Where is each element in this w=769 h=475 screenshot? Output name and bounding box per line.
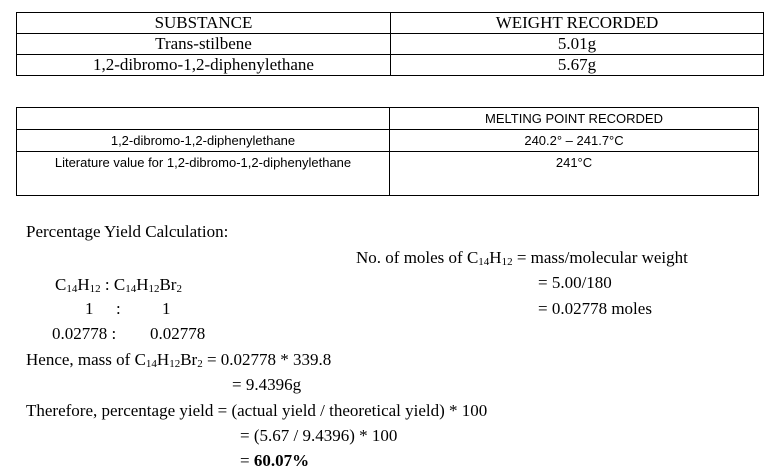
yield-value: 60.07% xyxy=(253,451,310,470)
weight-table xyxy=(16,12,764,76)
yield-substitution: = (5.67 / 9.4396) * 100 xyxy=(240,426,398,445)
table-header-row xyxy=(17,108,759,130)
melting-point-table xyxy=(16,107,759,196)
weight-cell: 5.67g xyxy=(391,55,764,76)
moles-substitution: = 5.00/180 xyxy=(538,273,612,292)
yield-result: = 60.07% xyxy=(240,451,310,470)
header-empty xyxy=(17,108,390,130)
table-row xyxy=(17,55,764,76)
mole-ratio-a: 1 xyxy=(85,299,94,318)
moles-value-b: 0.02778 xyxy=(150,324,206,343)
header-melting-point: MELTING POINT RECORDED xyxy=(390,108,759,130)
moles-result: = 0.02778 moles xyxy=(538,299,652,318)
table-header-row xyxy=(17,13,764,34)
substance-cell: 1,2-dibromo-1,2-diphenylethane xyxy=(17,55,391,76)
mole-ratio-b: 1 xyxy=(162,299,171,318)
mole-ratio-formula: $C_{14}H_{12}$ : $C_{14}H_{12}Br_2$ xyxy=(55,275,182,295)
substance-cell: Literature value for 1,2-dibromo-1,2-diphenylethane xyxy=(17,152,390,196)
calculation-heading: Percentage Yield Calculation: xyxy=(26,222,229,241)
melting-point-cell: 241°C xyxy=(390,152,759,196)
mass-result: = 9.4396g xyxy=(232,375,302,394)
yield-equation: Therefore, percentage yield = (actual yield / theoretical yield) * 100 xyxy=(26,401,488,420)
moles-equation: No. of moles of $C_{14}H_{12}$ = mass/molecular weight xyxy=(356,248,688,268)
header-weight-recorded: WEIGHT RECORDED xyxy=(391,13,764,34)
weight-cell: 5.01g xyxy=(391,34,764,55)
substance-cell: Trans-stilbene xyxy=(17,34,391,55)
header-substance: SUBSTANCE xyxy=(17,13,391,34)
moles-value-a: 0.02778 : xyxy=(52,324,117,343)
table-row xyxy=(17,130,759,152)
table-row xyxy=(17,34,764,55)
substance-cell: 1,2-dibromo-1,2-diphenylethane xyxy=(17,130,390,152)
melting-point-cell: 240.2° – 241.7°C xyxy=(390,130,759,152)
mass-equation: Hence, mass of $C_{14}H_{12}Br_2 = 0.02778 * 339.8$ xyxy=(26,350,332,370)
table-row xyxy=(17,152,759,196)
mole-ratio-colon: : xyxy=(116,299,121,318)
